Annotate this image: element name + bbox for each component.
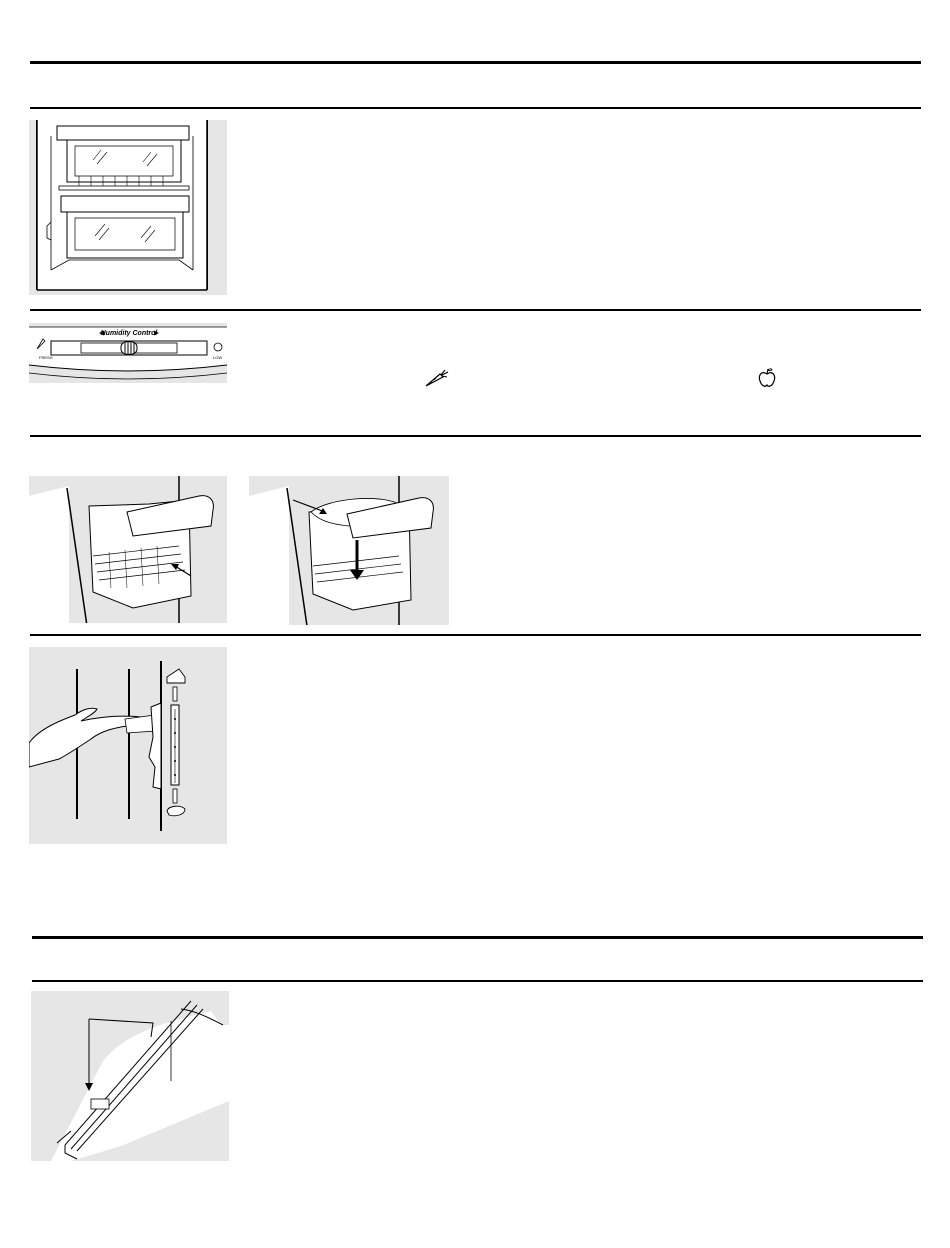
temperature-control-illustration [29,647,227,844]
humidity-control-illustration [29,323,227,383]
section-rule-4 [30,634,921,636]
apple-icon [757,367,777,389]
drawer-removal-illustration-2 [249,476,449,625]
lower-top-rule [32,936,923,939]
top-rule [30,61,921,64]
section-rule-1 [30,107,921,109]
carrot-icon [424,368,450,388]
section-rule-3 [30,435,921,437]
section-rule-2 [30,309,921,311]
humidity-control-title: Humidity Control [100,330,158,337]
drawer-rail-illustration [31,991,229,1161]
drawer-removal-illustration-1 [29,476,227,623]
low-setting-label: LOW [213,355,223,360]
drawers-illustration [29,120,227,295]
lower-section-rule [32,980,923,982]
fresh-setting-label: FRESH [39,355,53,360]
